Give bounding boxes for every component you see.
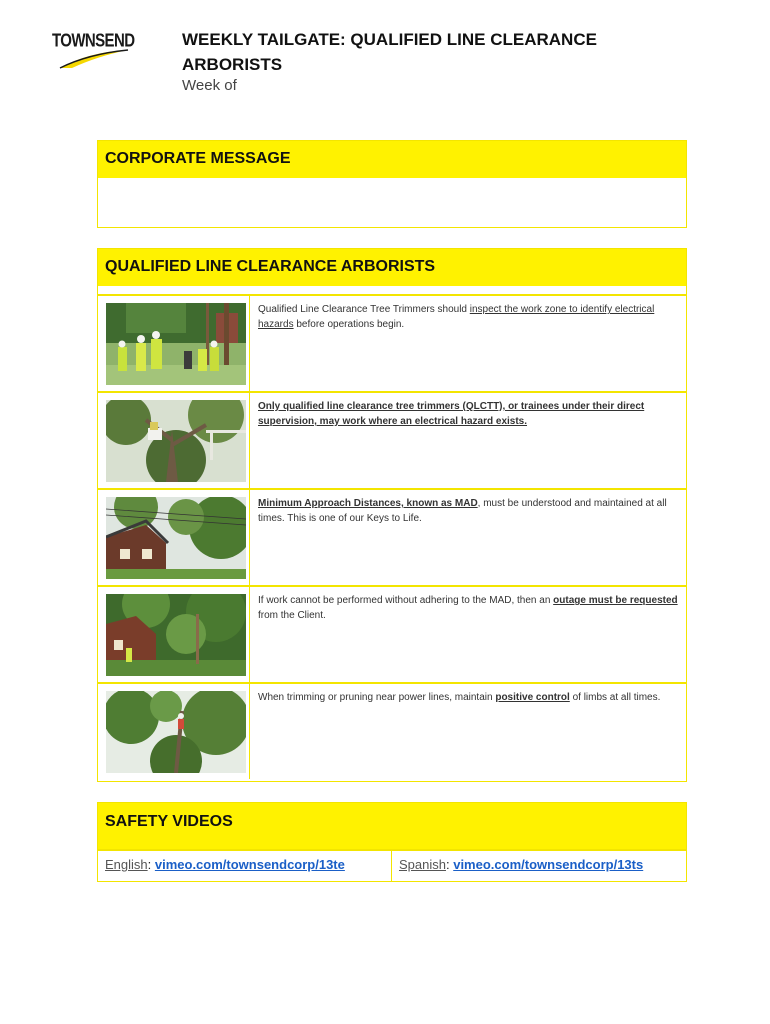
arborists-section xyxy=(97,248,687,782)
safety-videos-section xyxy=(97,802,687,882)
spanish-video-cell: Spanish: vimeo.com/townsendcorp/13ts xyxy=(399,857,644,872)
safety-videos-heading: SAFETY VIDEOS xyxy=(98,803,686,849)
spanish-video-link[interactable]: vimeo.com/townsendcorp/13ts xyxy=(453,857,644,872)
logo-wordmark: TOWNSEND xyxy=(52,30,135,52)
spanish-label: Spanish xyxy=(399,857,446,872)
climber-in-canopy-photo xyxy=(106,691,246,773)
image-cell xyxy=(98,684,250,779)
logo-swoosh-icon xyxy=(58,48,130,70)
crew-with-utility-pole-photo xyxy=(106,303,246,385)
row-text-pre: Qualified Line Clearance Tree Trimmers should xyxy=(258,304,470,315)
row-text-post: from the Client. xyxy=(258,610,326,621)
english-video-cell: English: vimeo.com/townsendcorp/13te xyxy=(98,851,392,881)
row-text-post: , must be understood and maintained at all times. This is one of our Keys to Life. xyxy=(258,498,667,524)
image-cell xyxy=(98,587,250,682)
image-cell xyxy=(98,490,250,585)
row-text-link[interactable]: Only qualified line clearance tree trimmers (QLCTT), or trainees under their direct supervision, may work where an electrical hazard exists. xyxy=(258,401,645,427)
row-text xyxy=(258,496,678,526)
row-text-post: before operations begin. xyxy=(293,319,405,330)
week-of-label: Week of xyxy=(182,77,237,94)
row-text-pre: If work cannot be performed without adhering to the MAD, then an xyxy=(258,595,554,606)
table-row xyxy=(98,585,686,682)
table-row xyxy=(98,488,686,585)
row-text-link[interactable]: positive control xyxy=(495,692,570,703)
page-title: WEEKLY TAILGATE: QUALIFIED LINE CLEARANCE ARBORISTS xyxy=(182,30,597,74)
row-text-post: of limbs at all times. xyxy=(569,692,661,703)
english-label: English xyxy=(105,857,148,872)
row-text xyxy=(258,302,678,332)
townsend-logo xyxy=(52,30,135,72)
row-text-link[interactable]: Minimum Approach Distances, known as MAD xyxy=(258,498,478,509)
table-row xyxy=(98,294,686,391)
row-text-link[interactable]: inspect the work zone to identify electrical hazards xyxy=(258,304,655,330)
bucket-truck-in-tree-photo xyxy=(106,400,246,482)
row-text-link[interactable]: outage must be requested xyxy=(553,595,678,606)
corporate-message-section xyxy=(97,140,687,228)
row-text-pre: When trimming or pruning near power lines, maintain xyxy=(258,692,496,703)
row-text xyxy=(258,399,678,429)
table-row xyxy=(98,682,686,779)
table-row xyxy=(98,391,686,488)
corporate-message-heading: CORPORATE MESSAGE xyxy=(98,141,686,178)
row-text xyxy=(258,690,678,705)
arborists-heading: QUALIFIED LINE CLEARANCE ARBORISTS xyxy=(98,249,686,286)
videos-row xyxy=(98,849,686,881)
row-text xyxy=(258,593,678,623)
image-cell xyxy=(98,296,250,391)
worker-near-house-photo xyxy=(106,594,246,676)
image-cell xyxy=(98,393,250,488)
house-and-power-lines-photo xyxy=(106,497,246,579)
english-video-link[interactable]: vimeo.com/townsendcorp/13te xyxy=(154,857,345,872)
